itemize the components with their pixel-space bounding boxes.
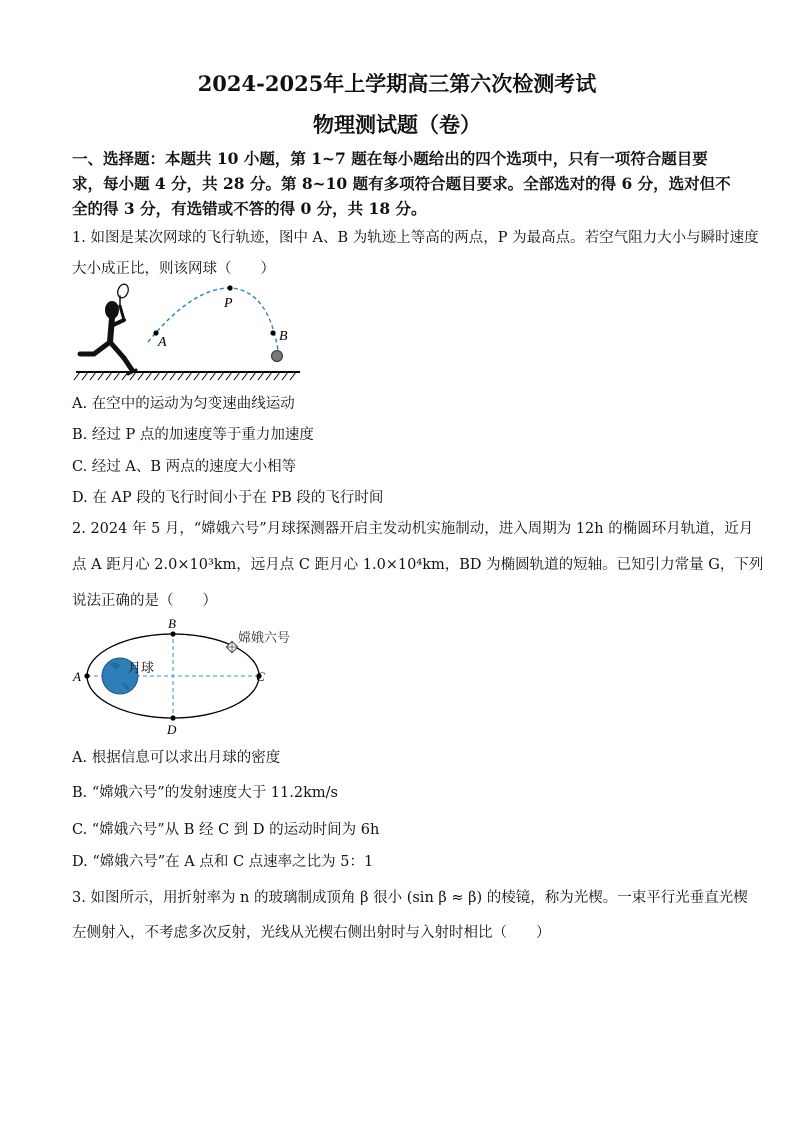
section-instructions-line1: 一、选择题：本题共 10 小题，第 1~7 题在每小题给出的四个选项中，只有一项符合题目要	[72, 149, 708, 168]
label-moon: 月球	[128, 660, 155, 675]
page-subtitle: 物理测试题（卷）	[313, 112, 481, 137]
q2-stem-line1: 2. 2024 年 5 月，“嫦娥六号”月球探测器开启主发动机实施制动，进入周期为 12h 的椭圆环月轨道，近月	[72, 521, 754, 537]
point-p	[227, 285, 232, 290]
point-b	[270, 330, 275, 335]
q1-option-a: A. 在空中的运动为匀变速曲线运动	[72, 396, 295, 412]
label-c: C	[256, 669, 265, 684]
player-figure	[80, 283, 136, 374]
q2-option-d: D. “嫦娥六号”在 A 点和 C 点速率之比为 5：1	[72, 854, 374, 870]
page-title: 2024-2025年上学期高三第六次检测考试	[197, 71, 597, 96]
q1-option-c: C. 经过 A、B 两点的速度大小相等	[72, 459, 297, 475]
label-probe: 嫦娥六号	[238, 630, 291, 645]
trajectory-path	[148, 288, 278, 350]
q1-option-d: D. 在 AP 段的飞行时间小于在 PB 段的飞行时间	[72, 490, 384, 506]
q1-option-b: B. 经过 P 点的加速度等于重力加速度	[72, 427, 314, 443]
q3-stem-line1: 3. 如图所示，用折射率为 n 的玻璃制成顶角 β 很小 (sin β ≈ β) 的棱镜，称为光楔。一束平行光垂直光楔	[72, 890, 748, 906]
point-d-dot	[170, 715, 175, 720]
label-a: A	[73, 669, 81, 684]
q2-option-a: A. 根据信息可以求出月球的密度	[72, 750, 281, 766]
label-p: P	[224, 296, 233, 311]
q2-option-b: B. “嫦娥六号”的发射速度大于 11.2km/s	[72, 785, 338, 801]
label-b: B	[279, 329, 288, 344]
tennis-ball	[272, 351, 283, 362]
label-d: D	[167, 722, 177, 737]
label-b: B	[168, 616, 176, 631]
q2-orbit-figure	[70, 614, 310, 738]
point-b-dot	[170, 631, 175, 636]
section-instructions-line3: 全的得 3 分，有选错或不答的得 0 分，共 18 分。	[72, 199, 427, 218]
q2-option-c: C. “嫦娥六号”从 B 经 C 到 D 的运动时间为 6h	[72, 822, 380, 838]
ground-hatch	[74, 372, 296, 380]
q1-stem-line2: 大小成正比，则该网球（ ）	[72, 261, 275, 277]
point-a-dot	[84, 673, 89, 678]
section-instructions-line2: 求，每小题 4 分，共 28 分。第 8~10 题有多项符合题目要求。全部选对的得 6 分，选对但不	[72, 174, 731, 193]
q1-stem-line1: 1. 如图是某次网球的飞行轨迹，图中 A、B 为轨迹上等高的两点，P 为最高点。若空气阻力大小与瞬时速度	[72, 230, 759, 246]
q2-stem-line2: 点 A 距月心 2.0×10³km，远月点 C 距月心 1.0×10⁴km，BD 为椭圆轨道的短轴。已知引力常量 G，下列	[72, 557, 764, 573]
q1-tennis-figure	[72, 280, 304, 384]
label-a: A	[158, 335, 167, 350]
q3-stem-line2: 左侧射入，不考虑多次反射，光线从光楔右侧出射时与入射时相比（ ）	[72, 925, 551, 941]
q2-stem-line3: 说法正确的是（ ）	[72, 593, 217, 609]
